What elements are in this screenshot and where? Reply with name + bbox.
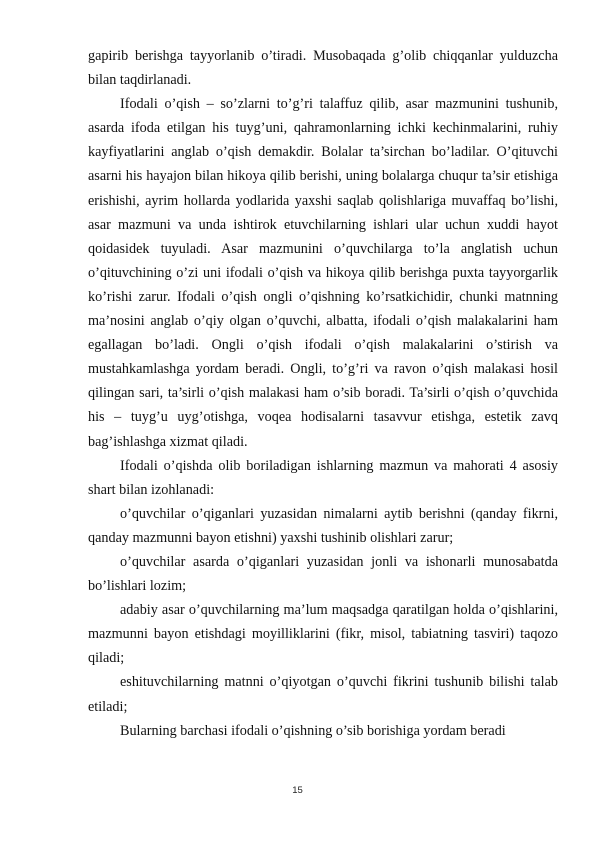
paragraph-four-conditions-intro: Ifodali o’qishda olib boriladigan ishlarning mazmun va mahorati 4 asosiy shart bilan izohlanadi:: [88, 457, 558, 498]
page-number: 15: [292, 785, 303, 796]
paragraph-ifodali-oqish-definition: Ifodali o’qish – so’zlarni to’g’ri talaffuz qilib, asar mazmunini tushunib, asarda ifoda etilgan his tuyg’uni, qahramonlarning ichki kechinmalarini, ruhiy kayfiyatlarini anglab o’qish demakdir. Bolalar ta’sirchan bo’ladilar. O’qituvchi asarni his hayajon bilan hikoya qilib berishi, uning bolalarga chuqur ta’sir etishiga erishishi, ayrim hollarda yodlarida yaxshi saqlab qolishlariga muvaffaq bo’lishi, asar mazmuni va unda ishtirok etuvchilarning ishlari ular uchun xuddi hayot qoidasidek tuyuladi. Asar mazmunini o’quvchilarga to’la anglatish uchun o’qituvchining o’zi uni ifodali o’qish va hikoya qilib berishga puxta tayyorgarlik ko’rishi zarur. Ifodali o’qish ongli o’qishning ko’rsatkichidir, chunki matnning ma’nosini anglab o’qiy olgan o’quvchi, albatta, ifodali o’qish malakalarini ham egallagan bo’ladi. Ongli o’qish ifodali o’qish malakalarini o’stirish va mustahkamlashga yordam beradi. Ongli, to’g’ri va ravon o’qish malakasi hosil qilingan sari, ta’sirli o’qish malakasi ham o’sib boradi. Ta’sirli o’qish o’quvchida his – tuyg’u uyg’otishga, voqea hodisalarni tasavvur etishga, estetik zavq bag’ishlashga xizmat qiladi.: [88, 96, 558, 450]
document-body: [88, 44, 558, 743]
paragraph-conclusion: Bularning barchasi ifodali o’qishning o’sib borishiga yordam beradi: [120, 722, 506, 739]
condition-item-4: eshituvchilarning matnni o’qiyotgan o’quvchi fikrini tushunib bilishi talab etiladi;: [88, 674, 558, 715]
condition-item-1: o’quvchilar o’qiganlari yuzasidan nimalarni aytib berishni (qanday fikrni, qanday mazmunni bayon etishni) yaxshi tushinib olishlari zarur;: [88, 505, 558, 546]
condition-item-2: o’quvchilar asarda o’qiganlari yuzasidan jonli va ishonarli munosabatda bo’lishlari lozim;: [88, 553, 558, 595]
condition-item-3: adabiy asar o’quvchilarning ma’lum maqsadga qaratilgan holda o’qishlarini, mazmunni bayon etishdagi moyilliklarini (fikr, misol, tabiatning tasviri) taqozo qiladi;: [88, 602, 558, 667]
paragraph-continuation: gapirib berishga tayyorlanib o’tiradi. Musobaqada g’olib chiqqanlar yulduzcha bilan taqdirlanadi.: [88, 48, 558, 89]
